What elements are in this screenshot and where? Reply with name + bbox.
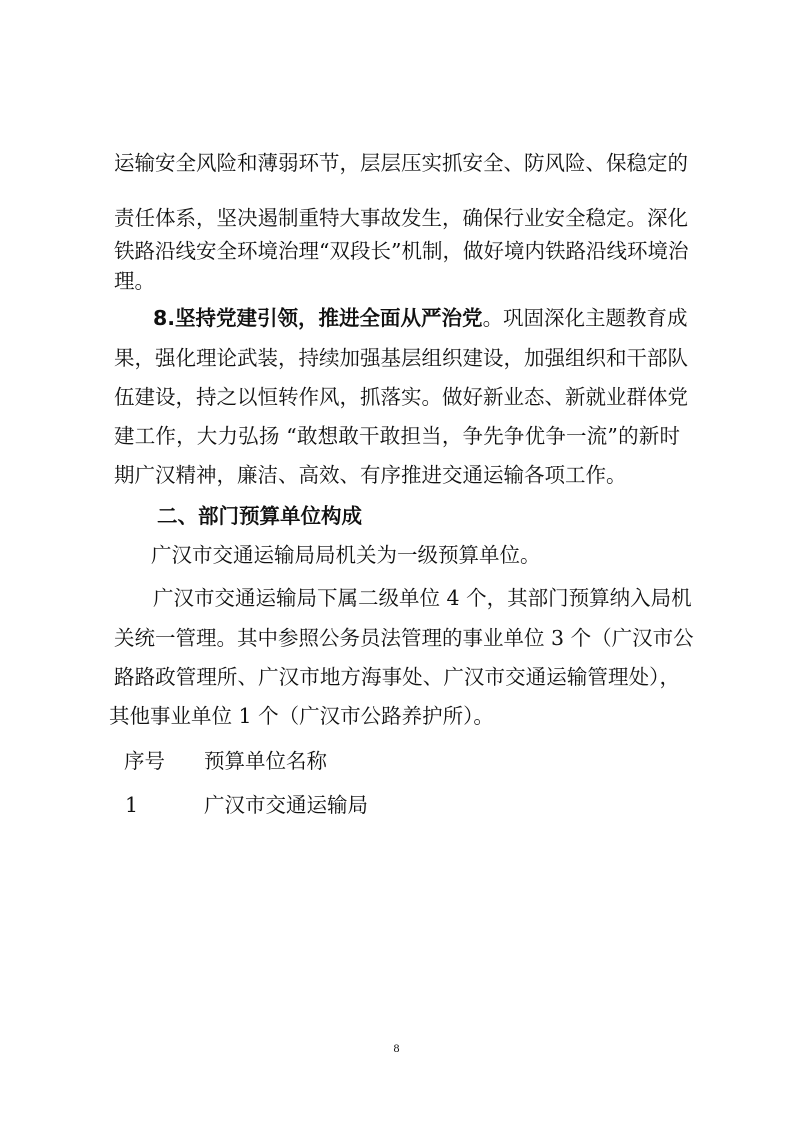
safety-paragraph-line-4: 理。 — [114, 269, 155, 293]
party-paragraph-line-5: 期广汉精神，廉洁、高效、有序推进交通运输各项工作。 — [114, 463, 627, 487]
safety-paragraph-line-3: 铁路沿线安全环境治理“双段长”机制，做好境内铁路沿线环境治 — [114, 239, 689, 263]
second-level-paragraph-line-3: 路路政管理所、广汉市地方海事处、广汉市交通运输管理处）， — [114, 665, 680, 689]
table-header-unit-name: 预算单位名称 — [204, 749, 327, 773]
table-cell-unit-name: 广汉市交通运输局 — [204, 793, 368, 817]
second-level-paragraph-line-4: 其他事业单位 1 个（广汉市公路养护所）。 — [109, 704, 494, 728]
page-number: 8 — [393, 1041, 400, 1055]
safety-paragraph-line-1: 运输安全风险和薄弱环节，层层压实抓安全、防风险、保稳定的 — [114, 151, 688, 175]
section-heading: 二、部门预算单位构成 — [157, 504, 362, 528]
second-level-paragraph-line-2: 关统一管理。其中参照公务员法管理的事业单位 3 个（广汉市公 — [114, 626, 694, 650]
table-cell-index: 1 — [125, 793, 139, 817]
party-paragraph-title: 8.坚持党建引领，推进全面从严治党 — [153, 306, 483, 330]
second-level-paragraph-line-1: 广汉市交通运输局下属二级单位 4 个，其部门预算纳入局机 — [153, 586, 692, 610]
safety-paragraph-line-2: 责任体系，坚决遏制重特大事故发生，确保行业安全稳定。深化 — [114, 206, 688, 230]
party-paragraph-line-1 — [153, 305, 688, 331]
party-paragraph-line-3: 伍建设，持之以恒转作风，抓落实。做好新业态、新就业群体党 — [114, 385, 688, 409]
table-header-index: 序号 — [124, 749, 165, 773]
party-paragraph-lead: 。巩固深化主题教育成 — [482, 306, 688, 330]
party-paragraph-line-2: 果，强化理论武装，持续加强基层组织建设，加强组织和干部队 — [114, 346, 688, 370]
first-level-paragraph: 广汉市交通运输局局机关为一级预算单位。 — [151, 543, 541, 567]
party-paragraph-line-4: 建工作，大力弘扬 “敢想敢干敢担当，争先争优争一流”的新时 — [114, 424, 680, 448]
